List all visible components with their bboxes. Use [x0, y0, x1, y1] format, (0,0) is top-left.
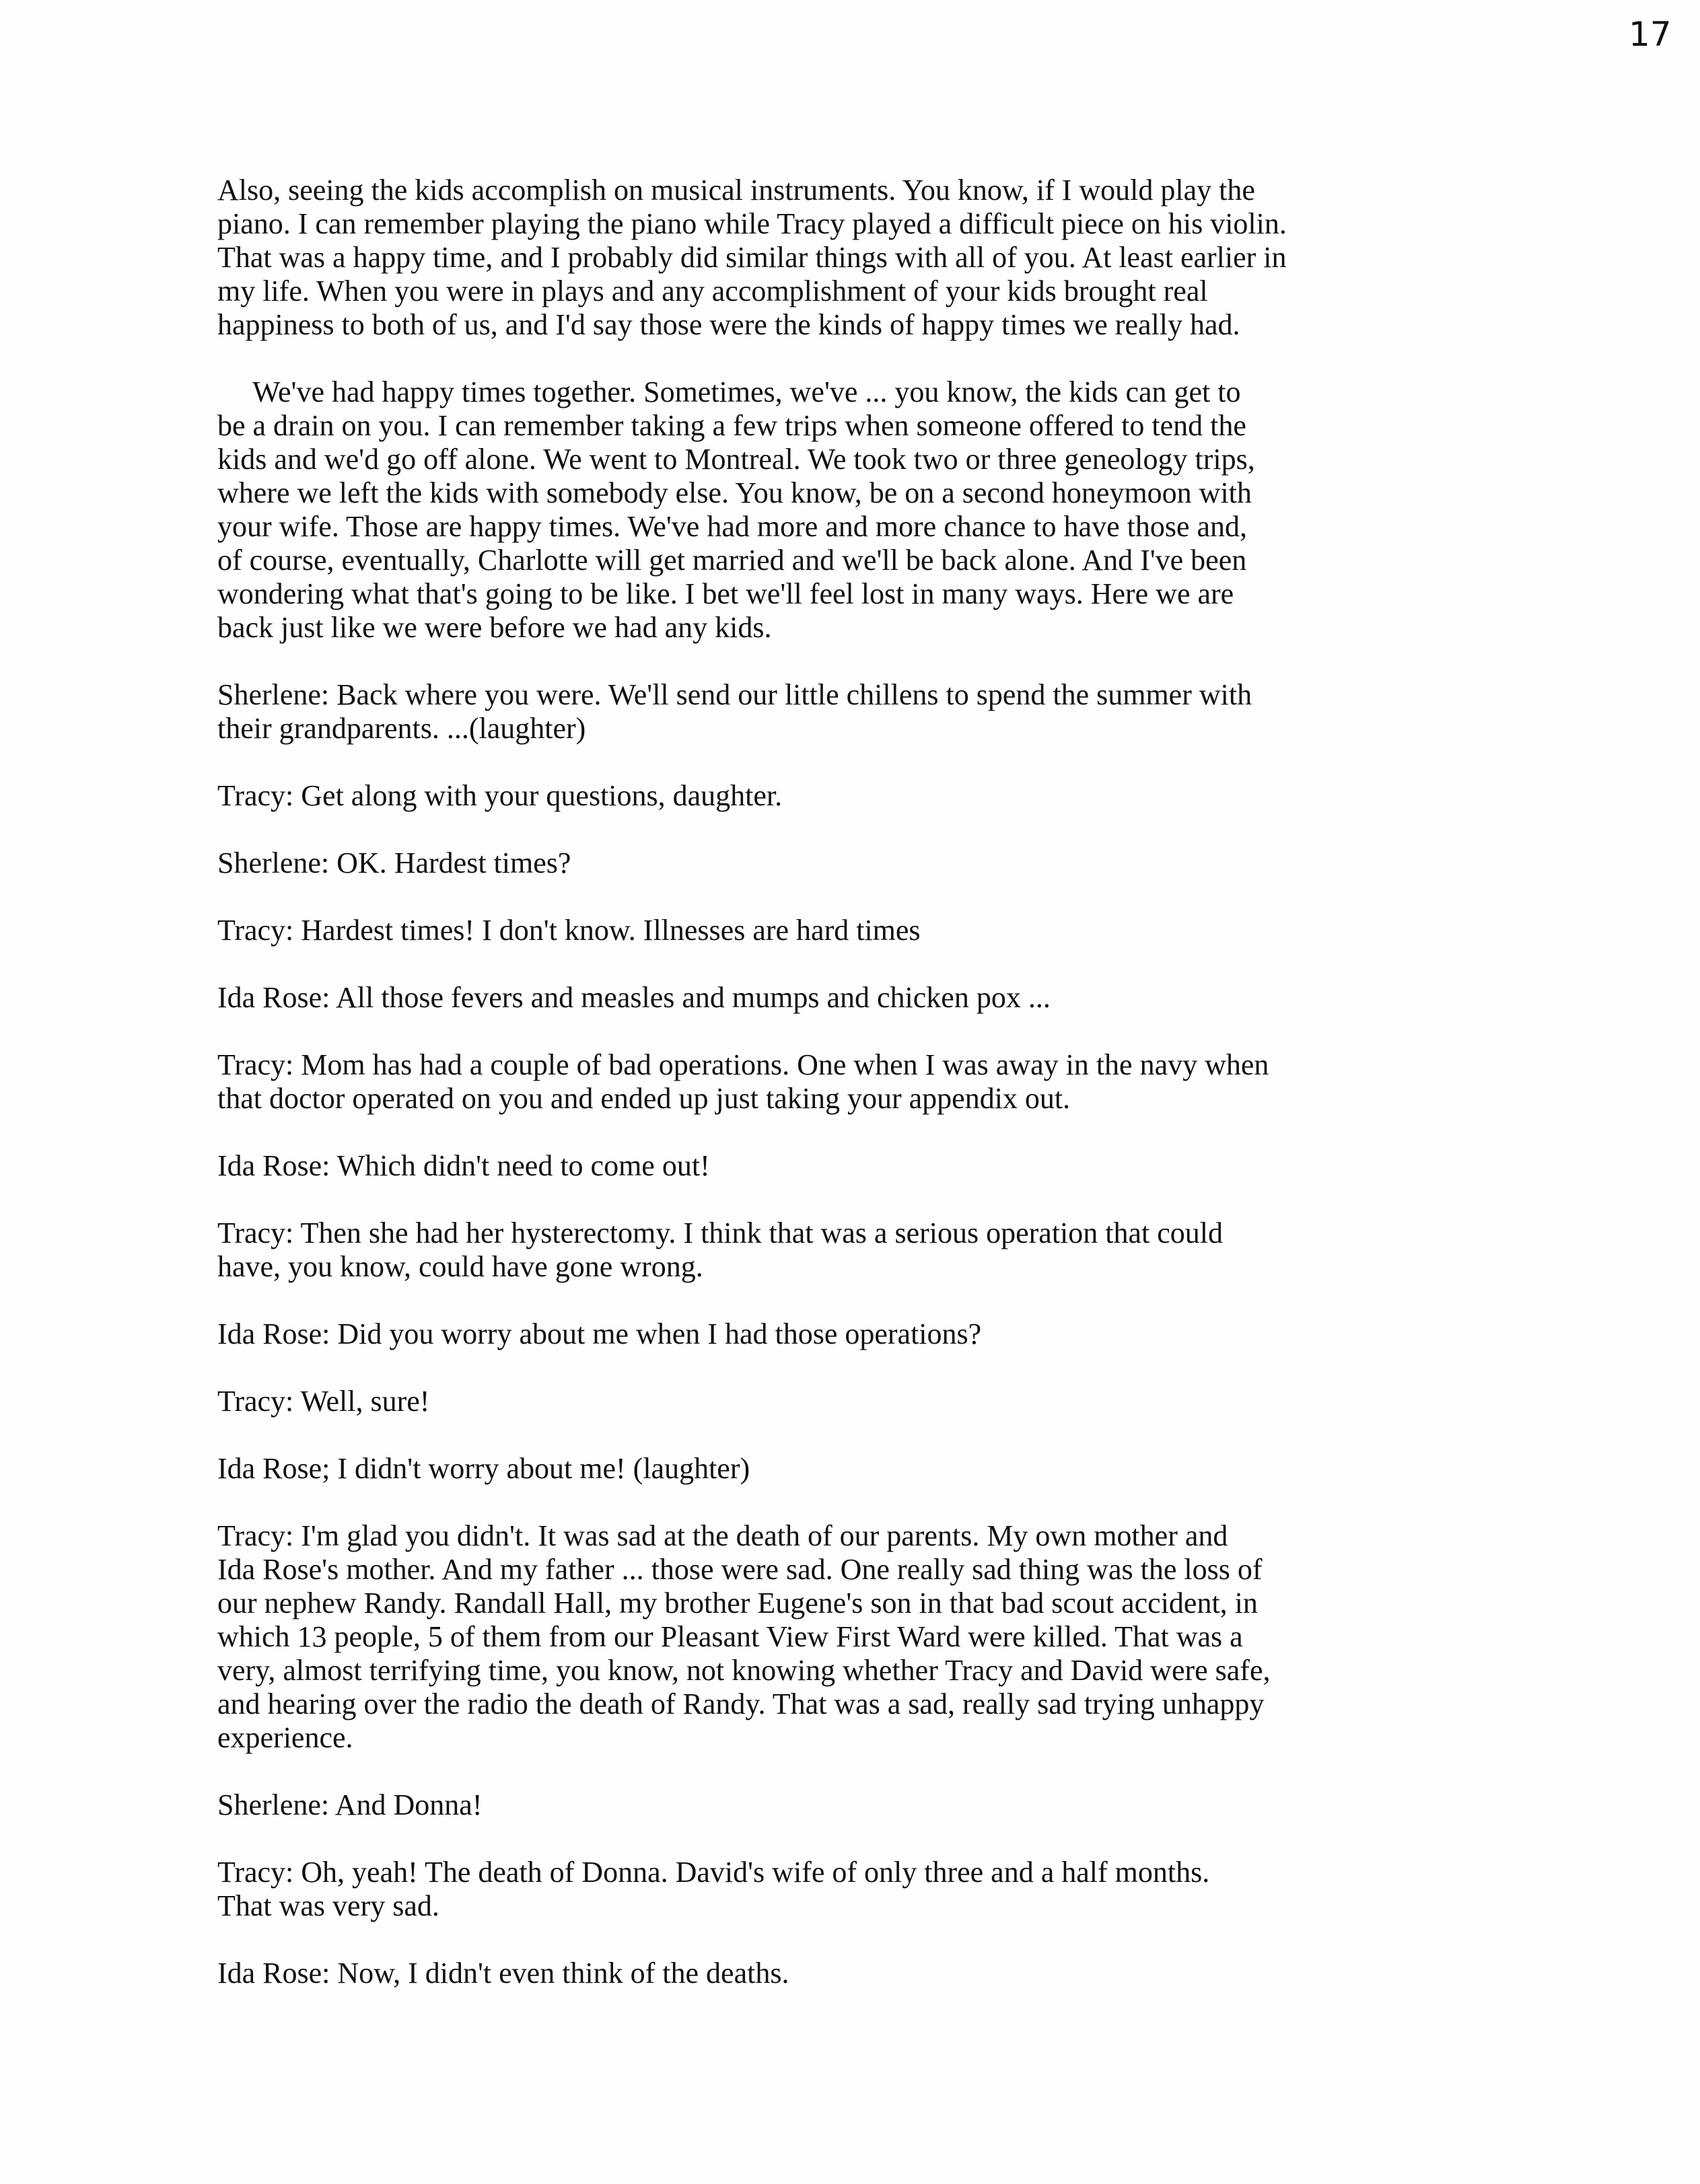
paragraph: Ida Rose; I didn't worry about me! (laughter): [217, 1452, 750, 1485]
paragraph: Tracy: Hardest times! I don't know. Illnesses are hard times: [217, 914, 921, 947]
paragraph: Ida Rose: Which didn't need to come out!: [217, 1149, 710, 1182]
paragraph: Sherlene: Back where you were. We'll send our little chillens to spend the summer with their grandparents. ...(laughter): [217, 678, 1252, 745]
paragraph: Ida Rose: Now, I didn't even think of the deaths.: [217, 1957, 789, 1990]
paragraph: We've had happy times together. Sometimes, we've ... you know, the kids can get to be a drain on you. I can remember taking a few trips when someone offered to tend the kids and we'd go off alone. We went to Montreal. We took two or three geneology trips, where we left the kids with somebody else. You know, be on a second honeymoon with your wife. Those are happy times. We've had more and more chance to have those and, of course, eventually, Charlotte will get married and we'll be back alone. And I've been wondering what that's going to be like. I bet we'll feel lost in many ways. Here we are back just like we were before we had any kids.: [217, 375, 1255, 644]
paragraph: Ida Rose: Did you worry about me when I had those operations?: [217, 1317, 982, 1350]
paragraph: Tracy: Get along with your questions, daughter.: [217, 779, 783, 812]
page-number: 17: [1629, 15, 1672, 54]
paragraph: Sherlene: OK. Hardest times?: [217, 846, 571, 879]
transcript-body: [217, 174, 1496, 2024]
paragraph: Sherlene: And Donna!: [217, 1788, 483, 1821]
paragraph: Tracy: Oh, yeah! The death of Donna. David's wife of only three and a half months. That was very sad.: [217, 1856, 1210, 1922]
paragraph: Tracy: I'm glad you didn't. It was sad at the death of our parents. My own mother and Ida Rose's mother. And my father ... those were sad. One really sad thing was the loss of our nephew Randy. Randall Hall, my brother Eugene's son in that bad scout accident, in which 13 people, 5 of them from our Pleasant View First Ward were killed. That was a very, almost terrifying time, you know, not knowing whether Tracy and David were safe, and hearing over the radio the death of Randy. That was a sad, really sad trying unhappy experience.: [217, 1519, 1271, 1754]
paragraph: Tracy: Mom has had a couple of bad operations. One when I was away in the navy when that doctor operated on you and ended up just taking your appendix out.: [217, 1048, 1269, 1115]
paragraph: Also, seeing the kids accomplish on musical instruments. You know, if I would play the piano. I can remember playing the piano while Tracy played a difficult piece on his violin. That was a happy time, and I probably did similar things with all of you. At least earlier in my life. When you were in plays and any accomplishment of your kids brought real happiness to both of us, and I'd say those were the kinds of happy times we really had.: [217, 174, 1287, 341]
paragraph: Tracy: Then she had her hysterectomy. I think that was a serious operation that could have, you know, could have gone wrong.: [217, 1216, 1224, 1283]
paragraph: Ida Rose: All those fevers and measles and mumps and chicken pox ...: [217, 981, 1051, 1014]
paragraph: Tracy: Well, sure!: [217, 1385, 430, 1418]
